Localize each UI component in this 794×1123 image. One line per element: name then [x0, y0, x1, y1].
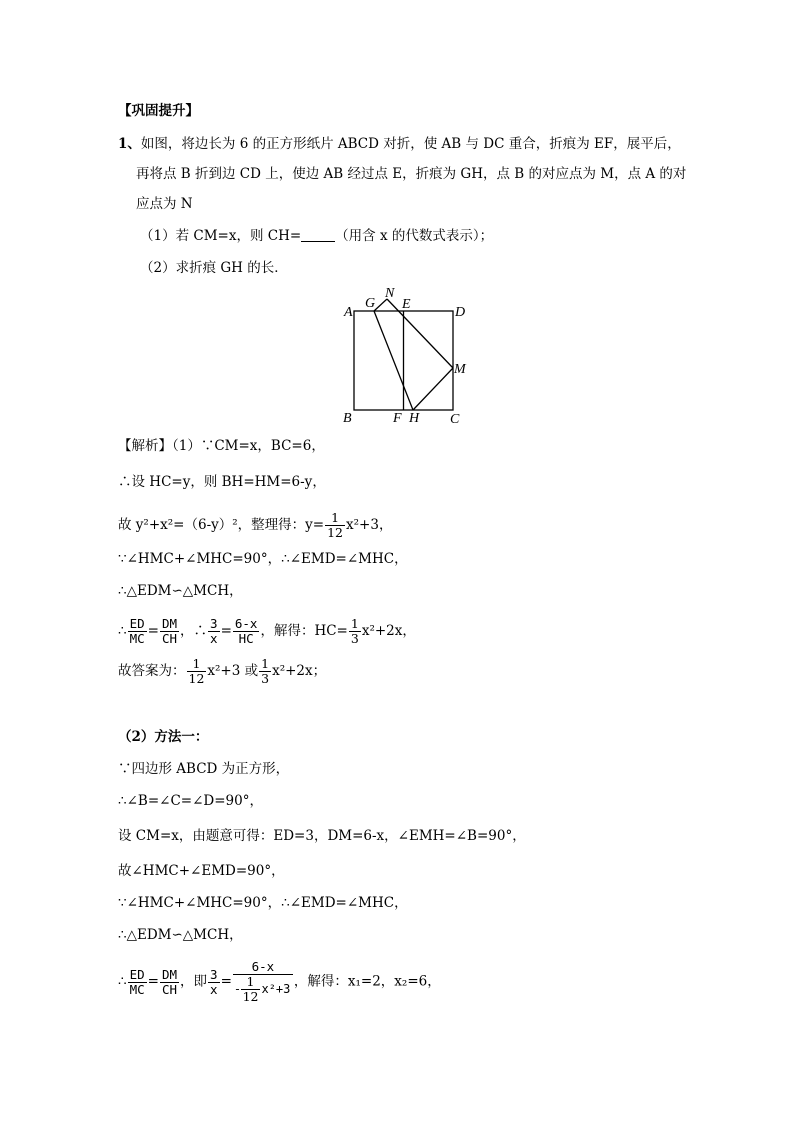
method-line-7	[118, 960, 441, 1004]
problem-number: 1、	[118, 136, 141, 152]
method-7-mid: ，即	[180, 973, 208, 990]
label-h: H	[409, 411, 420, 426]
answer-mid: x²+3 或	[207, 663, 259, 679]
method-line-4: 故∠HMC+∠EMD=90°，	[118, 863, 285, 879]
analysis-line-5: ∴△EDM∽△MCH，	[118, 583, 243, 599]
analysis-line-1: 【解析】（1）∵CM=x，BC=6，	[118, 438, 325, 454]
frac-num: ED	[129, 616, 145, 631]
method-line-1: ∵四边形 ABCD 为正方形，	[118, 761, 290, 777]
fraction-1-3	[349, 617, 361, 646]
label-e: E	[402, 297, 411, 312]
analysis-3-post: x²+3，	[346, 517, 393, 533]
problem-text-1: 如图，将边长为 6 的正方形纸片 ABCD 对折，使 AB 与 DC 重合，折痕为 EF，展平后，	[140, 136, 681, 152]
label-b: B	[343, 411, 352, 426]
method-title: （2）方法一：	[118, 729, 209, 745]
equals-sign: =	[147, 973, 159, 990]
method-line-2: ∴∠B=∠C=∠D=90°，	[118, 793, 263, 809]
label-a: A	[344, 305, 353, 320]
analysis-line-7	[118, 657, 326, 686]
frac-den: 12	[188, 671, 205, 686]
compound-fraction	[233, 960, 293, 1004]
frac-num: 3	[210, 966, 218, 982]
segment-hm	[413, 368, 453, 410]
label-g: G	[365, 296, 376, 311]
frac-num: 6-x	[234, 616, 258, 631]
frac-den: 3	[261, 671, 270, 686]
equals-sign: =	[147, 623, 159, 639]
label-c: C	[450, 412, 460, 427]
fraction-6x-hc	[233, 617, 260, 646]
frac-den: 12	[242, 989, 259, 1004]
frac-den: CH	[161, 631, 178, 646]
fraction-1-12	[241, 975, 261, 1004]
fraction-dm-ch	[160, 617, 179, 646]
therefore-symbol: ∴	[118, 623, 127, 639]
q1-suffix: （用含 x 的代数式表示）；	[335, 228, 494, 244]
frac-num: 1	[261, 656, 270, 671]
frac-den: MC	[129, 981, 145, 997]
label-n: N	[385, 286, 395, 301]
frac-den: 3	[350, 631, 359, 646]
compound-num: 6-x	[233, 960, 293, 975]
fraction-3-x	[208, 968, 220, 997]
answer-blank	[301, 229, 335, 242]
analysis-line-3	[118, 511, 392, 540]
frac-num: 1	[241, 975, 261, 990]
fraction-1-12	[325, 511, 345, 540]
frac-num: 1	[350, 616, 359, 631]
analysis-line-4: ∵∠HMC+∠MHC=90°，∴∠EMD=∠MHC，	[118, 551, 408, 567]
answer-post: x²+2x；	[272, 663, 327, 679]
frac-den: CH	[161, 981, 178, 997]
frac-den: x	[210, 631, 218, 646]
frac-num: DM	[161, 616, 178, 631]
problem-line-3: 应点为 N	[136, 196, 193, 212]
method-7-post: ，解得：x₁=2，x₂=6，	[293, 973, 441, 990]
analysis-3-pre: 故 y²+x²=（6-y）²，整理得：y=	[118, 517, 325, 533]
label-f: F	[393, 411, 402, 426]
section-title: 【巩固提升】	[118, 103, 199, 119]
equals-sign: =	[220, 973, 232, 990]
question-1	[140, 226, 493, 246]
frac-num: DM	[161, 966, 178, 982]
frac-den: 12	[327, 525, 344, 540]
method-line-3: 设 CM=x，由题意可得：ED=3，DM=6-x，∠EMH=∠B=90°，	[118, 828, 526, 844]
frac-den: HC	[238, 631, 254, 646]
method-line-6: ∴△EDM∽△MCH，	[118, 927, 243, 943]
label-m: M	[454, 362, 466, 377]
frac-num: ED	[129, 966, 145, 982]
problem-line-2: 再将点 B 折到边 CD 上，使边 AB 经过点 E，折痕为 GH，点 B 的对应点为 M，点 A 的对	[136, 166, 687, 182]
question-2: （2）求折痕 GH 的长．	[140, 260, 288, 276]
problem-line-1	[118, 134, 681, 154]
fraction-dm-ch	[160, 968, 179, 997]
segment-nm	[387, 299, 453, 368]
frac-num: 1	[325, 511, 345, 526]
analysis-6-post: x²+2x，	[361, 623, 416, 639]
frac-num: 3	[210, 616, 218, 631]
fraction-1-3	[259, 657, 271, 686]
analysis-line-2: ∴设 HC=y，则 BH=HM=6-y，	[118, 474, 326, 490]
fraction-ed-mc	[128, 968, 147, 997]
frac-den: MC	[129, 631, 145, 646]
therefore-symbol: ∴	[118, 973, 127, 990]
fraction-1-12	[187, 657, 207, 686]
frac-den: x	[210, 981, 218, 997]
geometry-figure	[330, 284, 480, 430]
analysis-line-6	[118, 617, 416, 646]
method-line-5: ∵∠HMC+∠MHC=90°，∴∠EMD=∠MHC，	[118, 895, 408, 911]
fold-line-gh	[374, 311, 413, 410]
fraction-ed-mc	[128, 617, 147, 646]
equals-sign: =	[220, 623, 232, 639]
compound-den	[233, 975, 293, 1004]
compound-den-post: x²+3	[261, 982, 291, 996]
analysis-6-mid: ，∴	[180, 623, 208, 639]
label-d: D	[455, 305, 466, 320]
q1-prefix: （1）若 CM=x，则 CH=	[140, 228, 302, 244]
analysis-6-solve: ，解得：HC=	[260, 623, 348, 639]
frac-num: 1	[187, 657, 207, 672]
answer-prefix: 故答案为：	[118, 663, 186, 679]
fraction-3-x	[208, 617, 220, 646]
minus-sign: -	[235, 981, 240, 996]
